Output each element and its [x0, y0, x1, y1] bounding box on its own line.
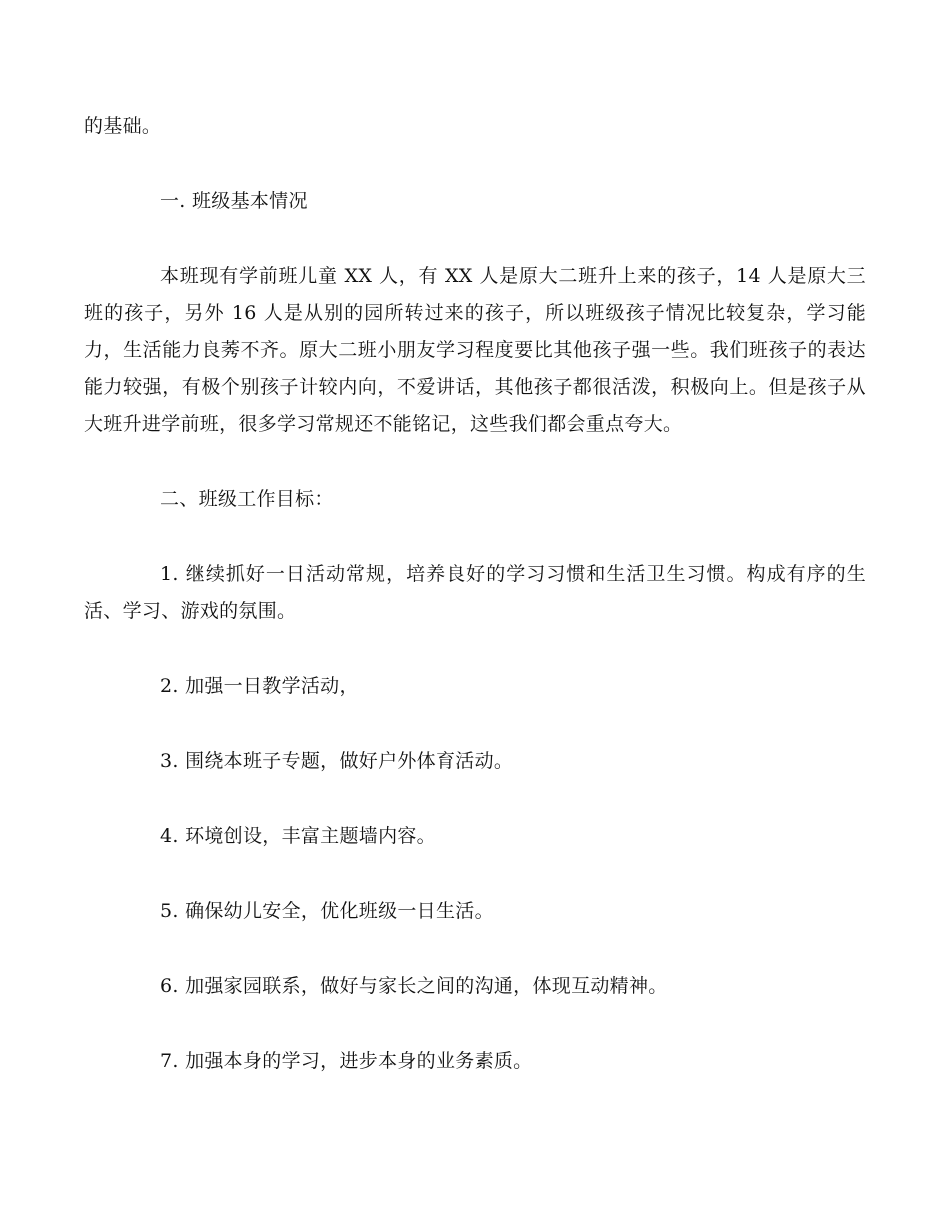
goal-item-4: 4. 环境创设，丰富主题墙内容。: [160, 825, 436, 847]
goal-item-6: 6. 加强家园联系，做好与家长之间的沟通，体现互动精神。: [160, 975, 668, 997]
continuation-text: 的基础。: [84, 115, 162, 137]
document-body: [84, 108, 866, 1080]
section-1-heading: 一. 班级基本情况: [160, 190, 308, 212]
goal-item-5: 5. 确保幼儿安全，优化班级一日生活。: [160, 900, 494, 922]
goal-item-2: 2. 加强一日教学活动，: [160, 675, 359, 697]
goal-item-1: 1. 继续抓好一日活动常规，培养良好的学习习惯和生活卫生习惯。构成有序的生活、学习、游戏的氛围。: [84, 563, 866, 622]
section-2-heading: 二、班级工作目标：: [160, 488, 334, 510]
goal-item-3: 3. 围绕本班子专题，做好户外体育活动。: [160, 750, 514, 772]
goal-item-7: 7. 加强本身的学习，进步本身的业务素质。: [160, 1050, 533, 1072]
section-1-paragraph: 本班现有学前班儿童 XX 人，有 XX 人是原大二班升上来的孩子，14 人是原大三班的孩子，另外 16 人是从别的园所转过来的孩子，所以班级孩子情况比较复杂，学习能力，生活能力良莠不齐。原大二班小朋友学习程度要比其他孩子强一些。我们班孩子的表达能力较强，有极个别孩子计较内向，不爱讲话，其他孩子都很活泼，积极向上。但是孩子从大班升进学前班，很多学习常规还不能铭记，这些我们都会重点夸大。: [84, 265, 866, 435]
